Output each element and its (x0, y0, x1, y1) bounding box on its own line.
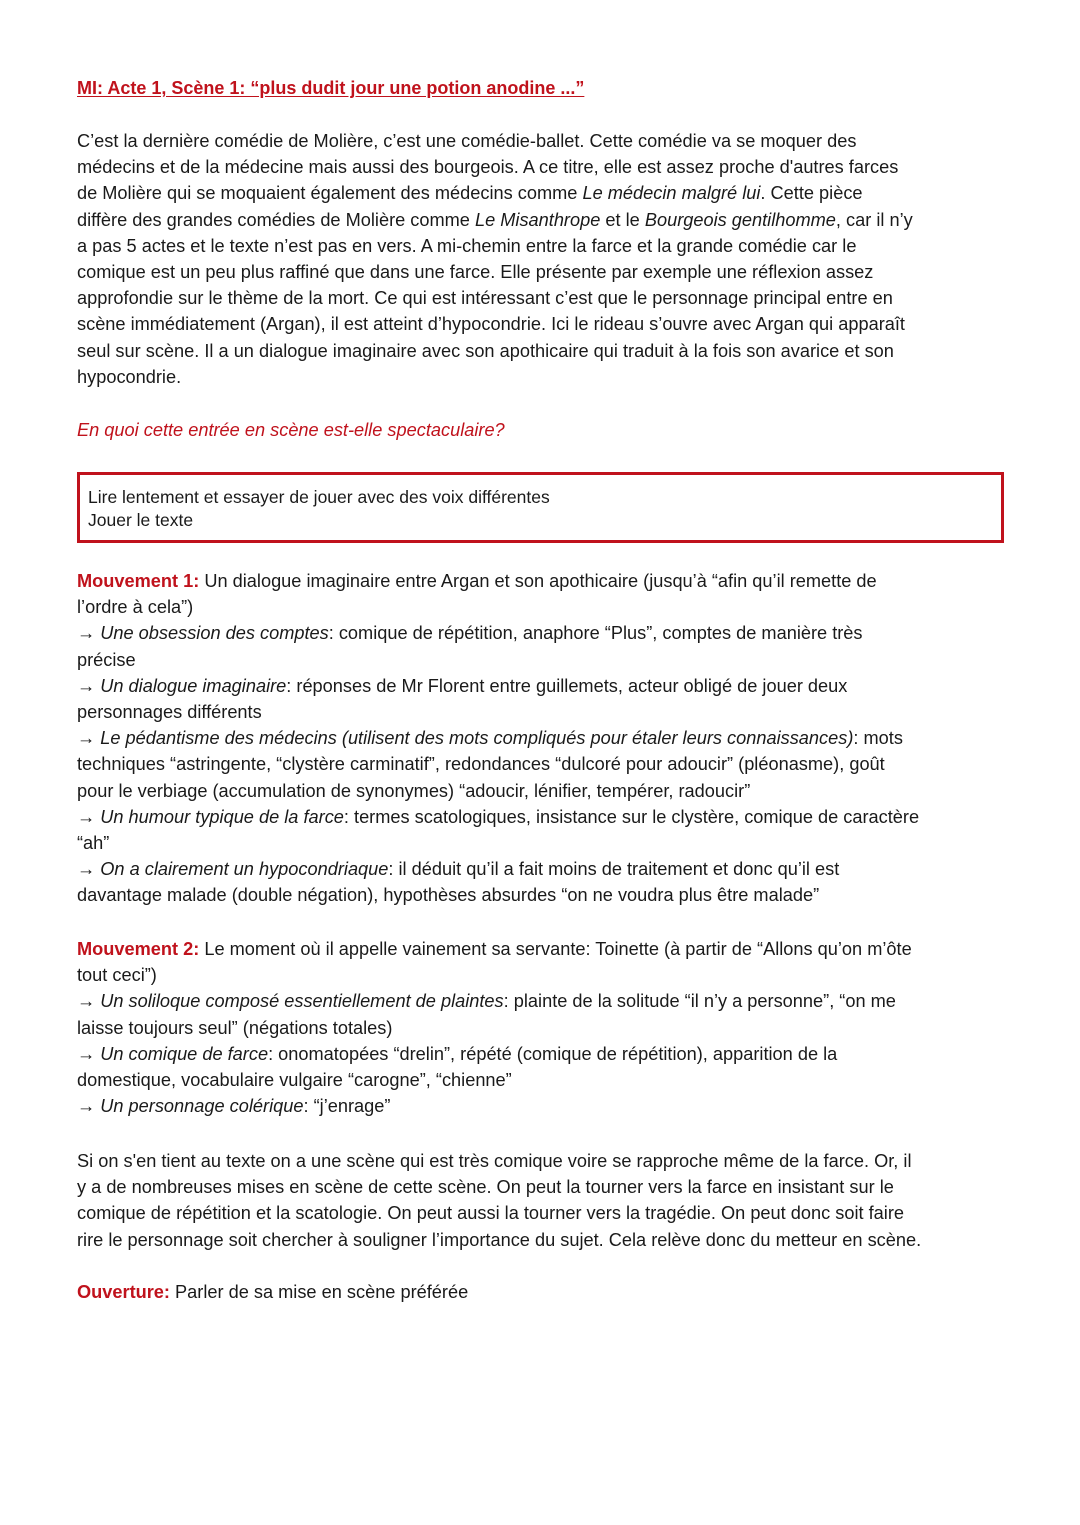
arrow-right-icon: → (77, 728, 96, 749)
text: davantage malade (double négation), hypothèses absurdes “on ne voudra plus être malade” (77, 885, 820, 906)
arrow-right-icon: → (77, 675, 96, 696)
arrow-right-icon: → (77, 1043, 96, 1064)
intro-line: C’est la dernière comédie de Molière, c’est une comédie-ballet. Cette comédie va se moquer des (77, 131, 857, 151)
work-title: Bourgeois gentilhomme (644, 209, 836, 230)
point-heading: Un soliloque composé essentiellement de plaintes (100, 991, 504, 1012)
text: domestique, vocabulaire vulgaire “carogne”, “chienne” (77, 1070, 512, 1091)
instruction-box (77, 472, 1004, 543)
mouvement-1-section (77, 568, 1007, 909)
point (77, 673, 1007, 699)
conclusion-line: Si on s'en tient au texte on a une scène qui est très comique voire se rapproche même de la farce. Or, il (77, 1151, 912, 1171)
text: de Molière qui se moquaient également des médecins comme (77, 183, 583, 204)
text: : termes scatologiques, insistance sur le clystère, comique de caractère (343, 806, 920, 827)
text: Parler de sa mise en scène préférée (169, 1282, 469, 1302)
conclusion-line: rire le personnage soit chercher à souligner l’importance du sujet. Cela relève donc du metteur en scène. (77, 1229, 922, 1250)
text: Un dialogue imaginaire entre Argan et son apothicaire (jusqu’à “afin qu’il remette de (199, 571, 877, 591)
work-title: Le Misanthrope (474, 209, 601, 230)
instruction-line: Lire lentement et essayer de jouer avec des voix différentes (88, 487, 550, 507)
conclusion-line: comique de répétition et la scatologie. On peut aussi la tourner vers la tragédie. On peut donc soit faire (77, 1203, 904, 1224)
point-heading: Un personnage colérique (100, 1096, 304, 1117)
text: : plainte de la solitude “il n’y a personne”, “on me (503, 991, 896, 1012)
mouvement-2-intro (77, 936, 1007, 962)
text: diffère des grandes comédies de Molière comme (77, 209, 475, 230)
document-title: MI: Acte 1, Scène 1: “plus dudit jour une potion anodine ...” (77, 78, 585, 98)
point (77, 1093, 1007, 1119)
text: personnages différents (77, 702, 262, 723)
point-heading: On a clairement un hypocondriaque (100, 859, 389, 880)
point (77, 804, 1007, 830)
text: précise (77, 649, 136, 670)
point-heading: Un humour typique de la farce (100, 806, 344, 827)
point-heading: Un comique de farce (100, 1043, 269, 1064)
point (77, 1041, 1007, 1067)
text: : “j’enrage” (303, 1096, 391, 1117)
intro-line: seul sur scène. Il a un dialogue imaginaire avec son apothicaire qui traduit à la fois son avarice et son (77, 340, 894, 361)
intro-line: scène immédiatement (Argan), il est atteint d’hypocondrie. Ici le rideau s’ouvre avec Argan qui apparaît (77, 314, 905, 335)
intro-line: approfondie sur le thème de la mort. Ce qui est intéressant c’est que le personnage principal entre en (77, 288, 893, 309)
arrow-right-icon: → (77, 806, 96, 827)
arrow-right-icon: → (77, 1096, 96, 1117)
text: et le (600, 209, 645, 230)
text: techniques “astringente, “clystère carminatif”, redondances “dulcoré pour adoucir” (pléonasme), goût (77, 754, 885, 775)
mouvement-2-label: Mouvement 2: (77, 939, 200, 959)
text: : comique de répétition, anaphore “Plus”, comptes de manière très (328, 623, 863, 644)
mouvement-1-intro (77, 568, 1007, 594)
point-heading: Un dialogue imaginaire (100, 675, 287, 696)
intro-line (77, 207, 1007, 233)
intro-line (77, 180, 1007, 206)
text: , car il n’y (835, 209, 913, 230)
ouverture-label: Ouverture: (77, 1282, 170, 1302)
intro-paragraph (77, 128, 1007, 390)
text: pour le verbiage (accumulation de synonymes) “adoucir, lénifier, tempérer, radoucir” (77, 780, 751, 801)
arrow-right-icon: → (77, 991, 96, 1012)
instruction-line: Jouer le texte (88, 510, 194, 530)
problematique: En quoi cette entrée en scène est-elle spectaculaire? (77, 420, 505, 440)
mouvement-1-label: Mouvement 1: (77, 571, 200, 591)
intro-line: médecins et de la médecine mais aussi des bourgeois. A ce titre, elle est assez proche d'autres farces (77, 157, 899, 178)
text: : réponses de Mr Florent entre guillemets, acteur obligé de jouer deux (286, 675, 848, 696)
text: . Cette pièce (760, 183, 863, 204)
intro-line: a pas 5 actes et le texte n’est pas en vers. A mi-chemin entre la farce et la grande comédie car le (77, 235, 857, 256)
ouverture-line (77, 1279, 1007, 1305)
work-title: Le médecin malgré lui (582, 183, 761, 204)
intro-line: comique est un peu plus raffiné que dans une farce. Elle présente par exemple une réflexion assez (77, 262, 874, 283)
text: : onomatopées “drelin”, répété (comique de répétition), apparition de la (268, 1043, 838, 1064)
ouverture (77, 1279, 1007, 1305)
point-heading: Une obsession des comptes (100, 623, 329, 644)
text: l’ordre à cela”) (77, 597, 194, 618)
arrow-right-icon: → (77, 623, 96, 644)
point (77, 725, 1007, 751)
text: “ah” (77, 833, 110, 854)
text: tout ceci”) (77, 965, 157, 986)
point-heading: Le pédantisme des médecins (utilisent des mots compliqués pour étaler leurs connaissances) (100, 728, 854, 749)
arrow-right-icon: → (77, 859, 96, 880)
conclusion-paragraph (77, 1148, 1007, 1253)
text: : il déduit qu’il a fait moins de traitement et donc qu’il est (388, 859, 840, 880)
conclusion-line: y a de nombreuses mises en scène de cette scène. On peut la tourner vers la farce en insistant sur le (77, 1177, 894, 1198)
mouvement-2-section (77, 936, 1007, 1119)
text: Le moment où il appelle vainement sa servante: Toinette (à partir de “Allons qu’on m’ôte (199, 939, 912, 959)
point (77, 856, 1007, 882)
point (77, 988, 1007, 1014)
text: : mots (853, 728, 903, 749)
text: laisse toujours seul” (négations totales) (77, 1017, 393, 1038)
intro-line: hypocondrie. (77, 366, 182, 387)
point (77, 620, 1007, 646)
